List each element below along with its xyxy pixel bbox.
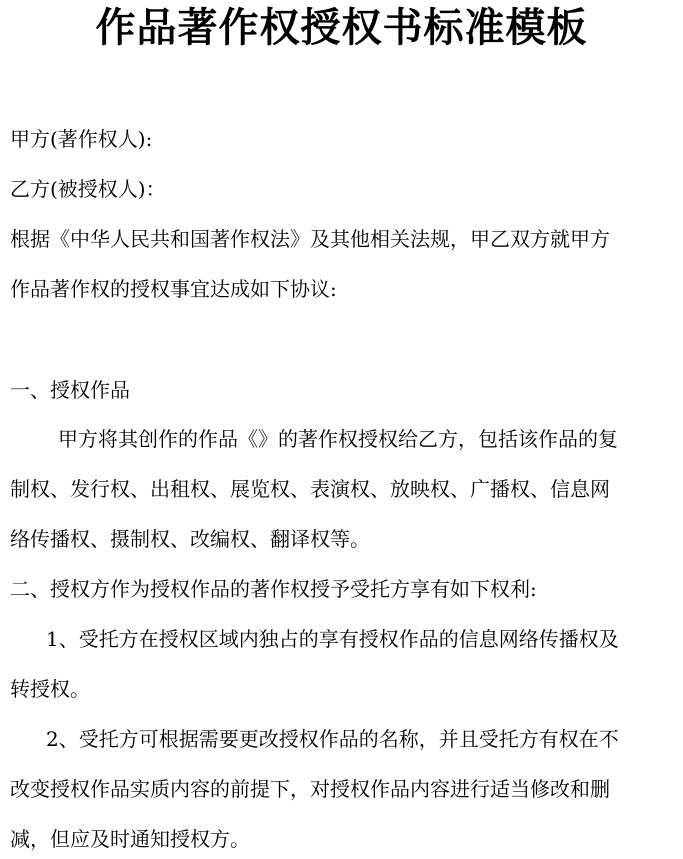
paragraph-line: 络传播权、摄制权、改编权、翻译权等。 bbox=[10, 527, 370, 551]
list-item-line: 1、受托方在授权区域内独占的享有授权作品的信息网络传播权及 bbox=[46, 627, 619, 651]
intro-line: 作品著作权的授权事宜达成如下协议: bbox=[10, 277, 337, 301]
list-item-line: 转授权。 bbox=[10, 677, 90, 701]
paragraph-line: 甲方将其创作的作品《》的著作权授权给乙方，包括该作品的复 bbox=[58, 427, 618, 451]
section-heading: 二、授权方作为授权作品的著作权授予受托方享有如下权利: bbox=[10, 577, 537, 601]
party-b-line: 乙方(被授权人)： bbox=[10, 177, 166, 201]
party-a-line: 甲方(著作权人): bbox=[10, 127, 153, 151]
intro-line: 根据《中华人民共和国著作权法》及其他相关法规，甲乙双方就甲方 bbox=[10, 227, 610, 251]
paragraph-line: 制权、发行权、出租权、展览权、表演权、放映权、广播权、信息网 bbox=[10, 477, 610, 501]
section-heading: 一、授权作品 bbox=[10, 378, 130, 402]
list-item-line: 改变授权作品实质内容的前提下，对授权作品内容进行适当修改和删 bbox=[10, 777, 610, 801]
list-item-line: 2、受托方可根据需要更改授权作品的名称，并且受托方有权在不 bbox=[46, 727, 619, 751]
document-title: 作品著作权授权书标准模板 bbox=[95, 5, 588, 51]
list-item-line: 减，但应及时通知授权方。 bbox=[10, 827, 250, 851]
